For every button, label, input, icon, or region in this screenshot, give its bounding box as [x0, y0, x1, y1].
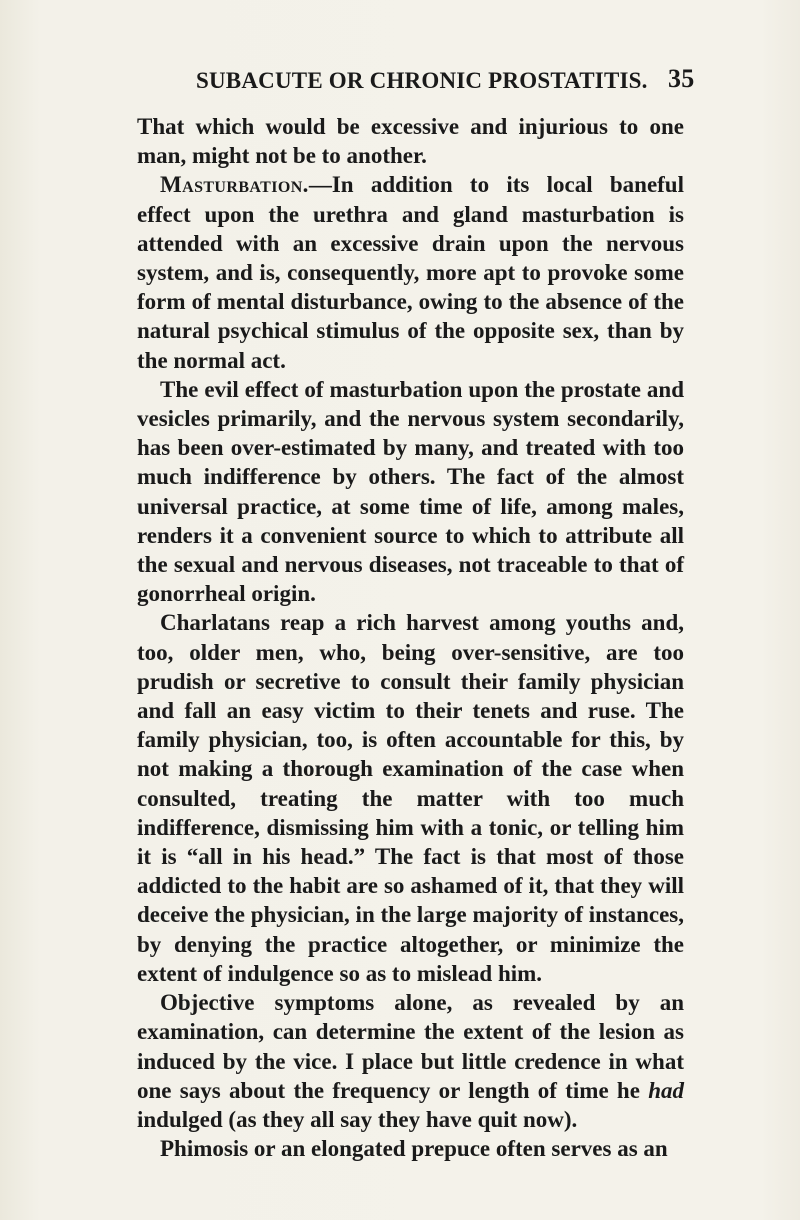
- body-text: [137, 112, 684, 1163]
- page-number: 35: [668, 64, 695, 93]
- paragraph-evil-effect: The evil effect of masturbation upon the prostate and vesicles primarily, and the nervous system secondarily, has been over-estimated by many, and treated with too much indifference by others. The fact of the almost universal practice, at some time of life, among males, renders it a convenient source to which to attribute all the sexual and nervous diseases, not traceable to that of gonorrheal origin.: [137, 376, 684, 607]
- running-title: SUBACUTE OR CHRONIC PROSTATITIS.: [196, 68, 648, 93]
- paragraph-objective-symptoms-text: Objective symptoms alone, as revealed by an examination, can determine the extent of the lesion as induced by the vice. I place but little credence in what one says about the frequency or length of time he: [137, 990, 684, 1103]
- paragraph-phimosis: Phimosis or an elongated prepuce often serves as an: [160, 1136, 668, 1162]
- paragraph-masturbation-text: —In addition to its local baneful effect upon the urethra and gland masturbation is attended with an excessive drain upon the nervous system, and is, consequently, more apt to provoke some form of mental disturbance, owing to the absence of the natural psychical stimulus of the opposite sex, than by the normal act.: [137, 172, 684, 373]
- section-heading-masturbation: Masturbation.: [160, 172, 309, 198]
- emphasis-had: had: [648, 1077, 684, 1103]
- paragraph-masturbation: [137, 170, 684, 374]
- paragraph-charlatans: Charlatans reap a rich harvest among youths and, too, older men, who, being over-sensitive, are too prudish or secretive to consult their family physician and fall an easy victim to their tenets and ruse. The family physician, too, is often accountable for this, by not making a thorough examination of the case when consulted, treating the matter with too much indifference, dismissing him with a tonic, or telling him it is “all in his head.” The fact is that most of those addicted to the habit are so ashamed of it, that they will deceive the physician, in the large majority of instances, by denying the practice altogether, or minimize the extent of indulgence so as to mislead him.: [137, 610, 684, 986]
- paragraph-objective-symptoms: [137, 988, 684, 1134]
- paragraph-objective-symptoms-end: indulged (as they all say they have quit now).: [137, 1106, 578, 1132]
- page-header: [196, 64, 756, 100]
- paragraph-continuation: That which would be excessive and injurious to one man, might not be to another.: [137, 114, 684, 169]
